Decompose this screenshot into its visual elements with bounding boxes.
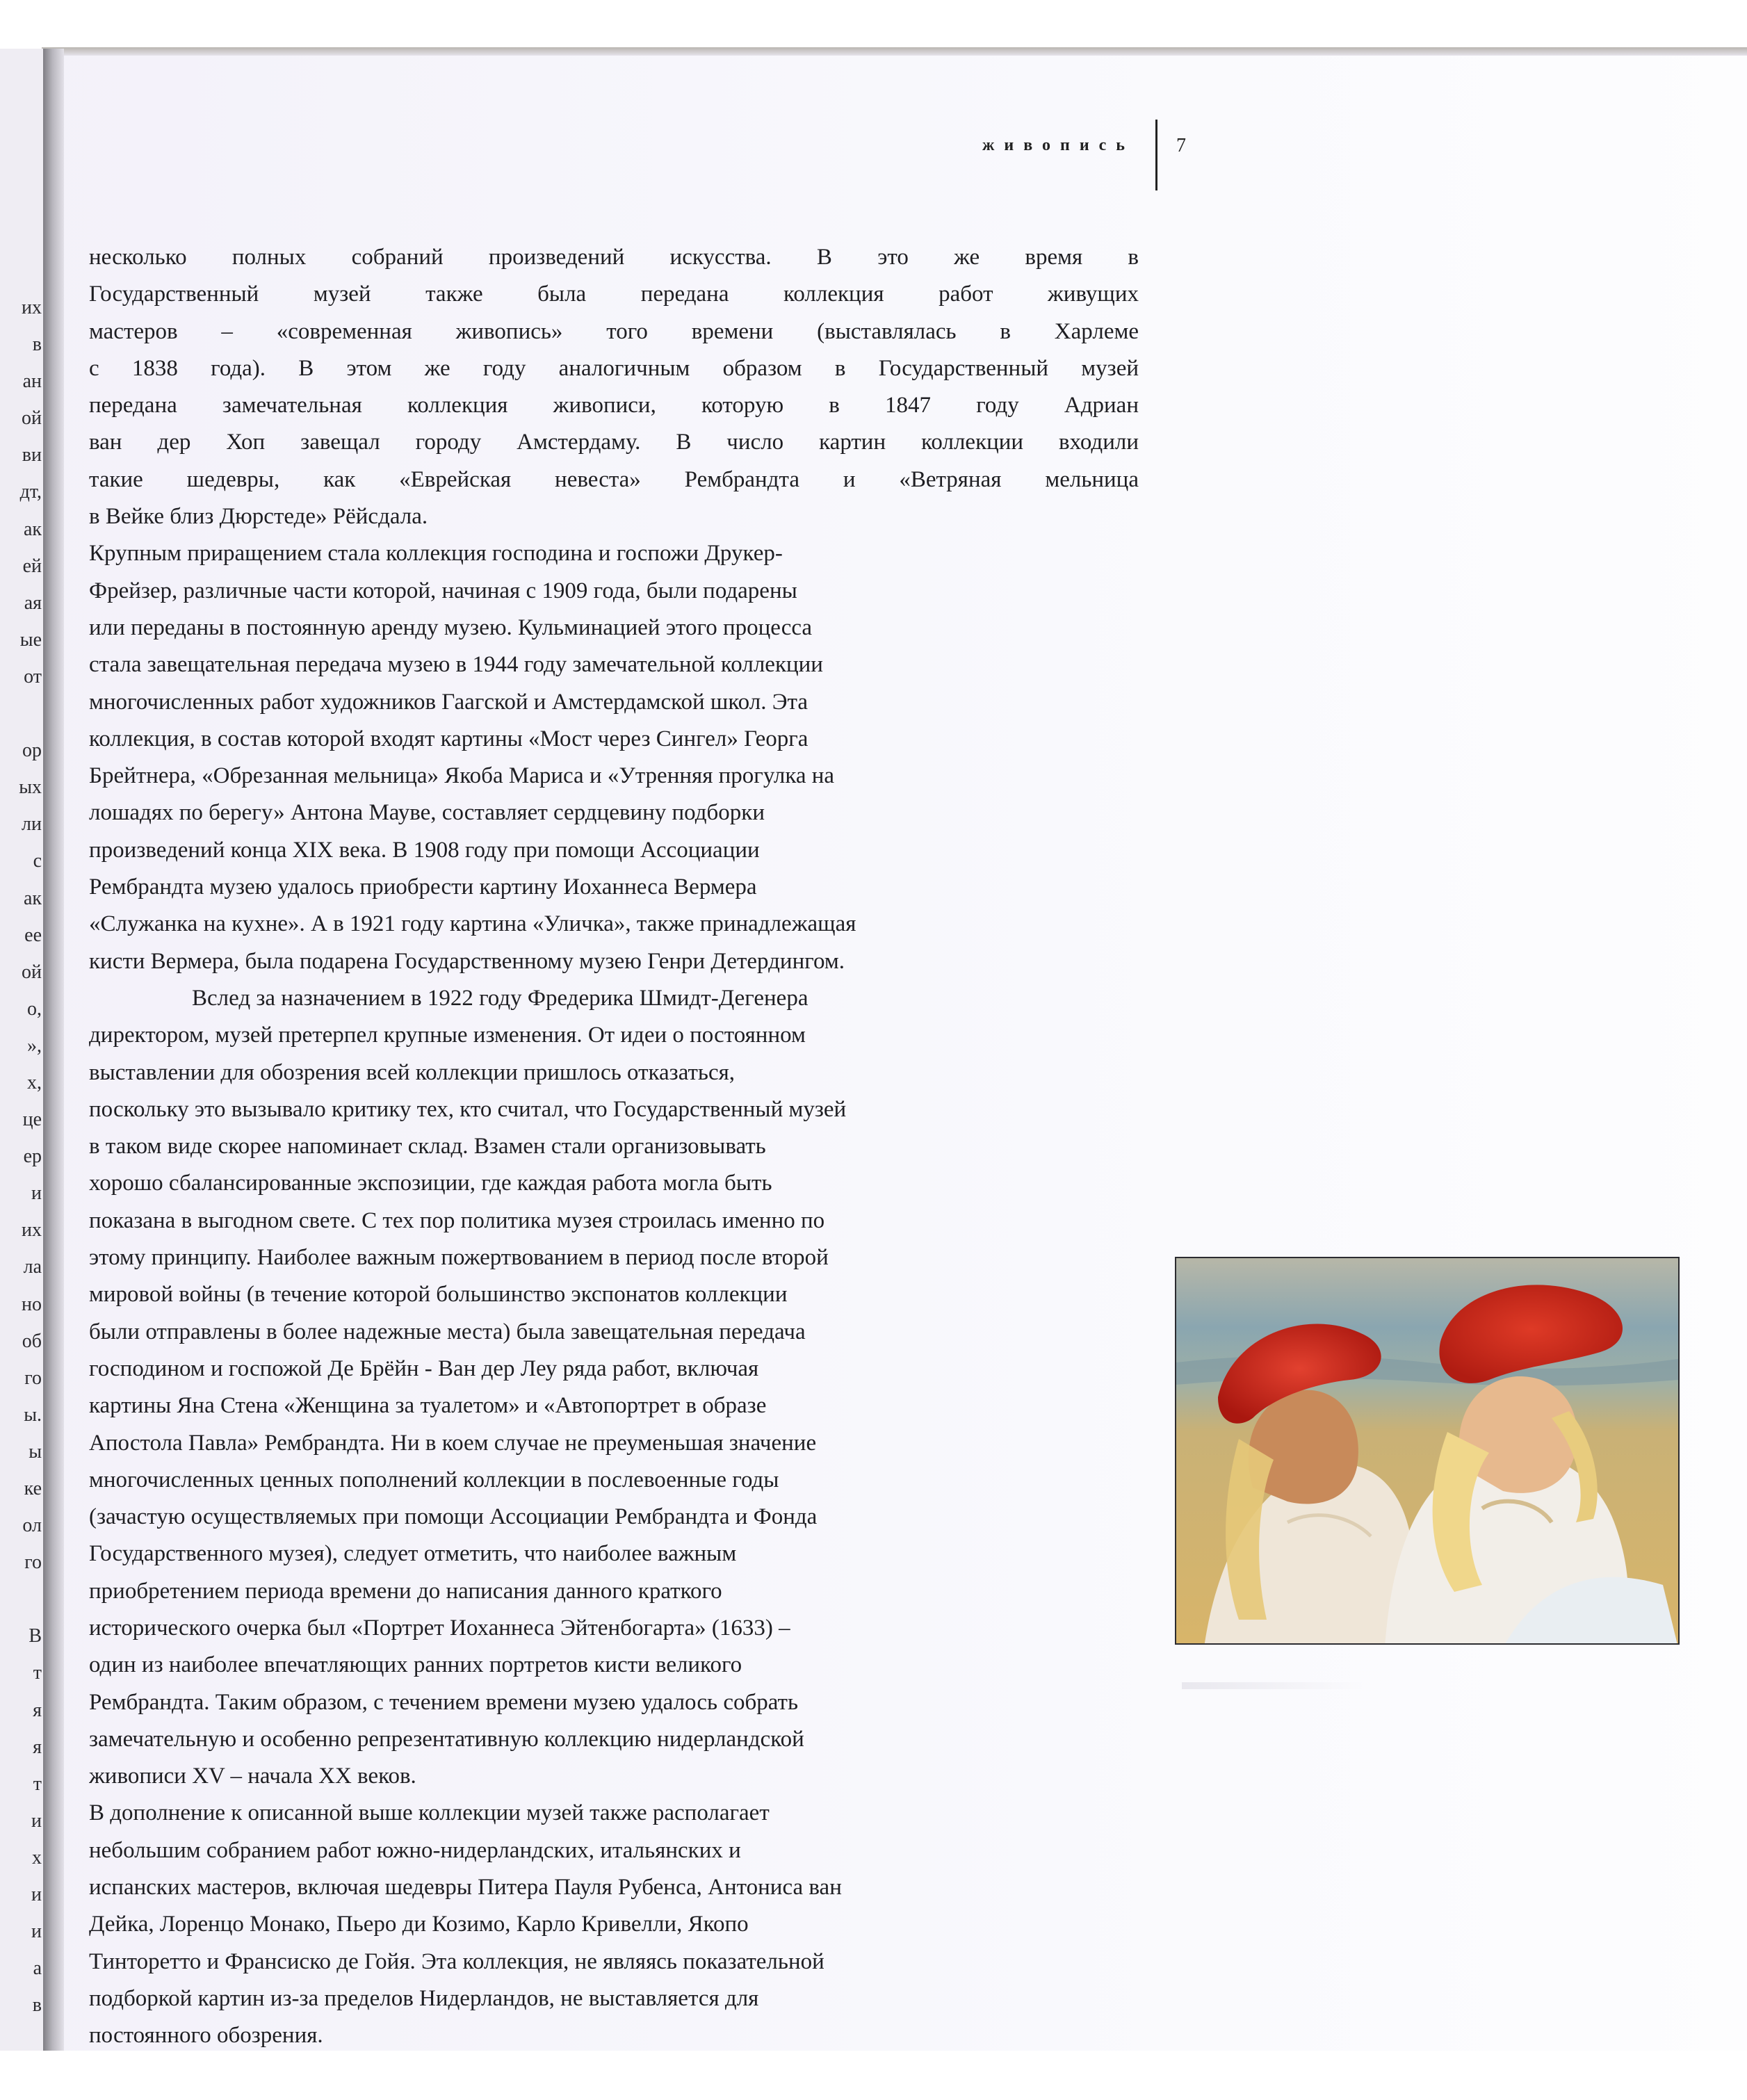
body-text <box>89 239 1139 2055</box>
facing-page-fragment: ак <box>23 887 42 909</box>
text-line: Крупным приращением стала коллекция господина и госпожи Друкер- <box>89 541 783 567</box>
text-line: несколько полных собраний произведений искусства. В это же время в <box>89 245 1139 270</box>
text-line: картины Яна Стена «Женщина за туалетом» и «Автопортрет в образе <box>89 1393 767 1419</box>
facing-page-fragment: ол <box>22 1515 42 1537</box>
facing-page-fragment: и <box>31 1921 42 1943</box>
facing-page-fragment: ви <box>22 444 42 466</box>
text-line: стала завещательная передача музею в 1944 году замечательной коллекции <box>89 652 823 678</box>
facing-page-fragment: ла <box>23 1256 42 1278</box>
text-line: были отправлены в более надежные места) была завещательная передача <box>89 1319 806 1344</box>
running-head: живопись <box>982 136 1135 154</box>
book-spine-shadow <box>43 49 64 2051</box>
text-line: в Вейке близ Дюрстеде» Рёйсдала. <box>89 504 428 530</box>
text-line: или переданы в постоянную аренду музею. Кульминацией этого процесса <box>89 614 813 640</box>
text-line: приобретением периода времени до написания данного краткого <box>89 1578 722 1604</box>
text-line: многочисленных работ художников Гаагской и Амстердамской школ. Эта <box>89 689 808 715</box>
facing-page-fragment: с <box>33 850 42 872</box>
facing-page-fragment: ых <box>19 776 42 799</box>
text-line: Фрейзер, различные части которой, начиная с 1909 года, были подарены <box>89 578 797 603</box>
text-line: ван дер Хоп завещал городу Амстердаму. В число картин коллекции входили <box>89 430 1139 455</box>
facing-page-fragment <box>4 1581 42 1618</box>
text-line: Тинторетто и Франсиско де Гойя. Эта коллекция, не являясь показательной <box>89 1948 824 1974</box>
facing-page-fragment: об <box>22 1330 42 1352</box>
facing-page-fragment: ее <box>24 924 42 946</box>
facing-page-fragment: и <box>31 1809 42 1832</box>
painting-image <box>1175 1257 1680 1645</box>
facing-page-fragment: в <box>32 334 42 356</box>
facing-page-fragment: я <box>33 1736 42 1758</box>
text-line: хорошо сбалансированные экспозиции, где каждая работа могла быть <box>89 1171 772 1196</box>
text-line: Государственного музея), следует отметить, что наиболее важным <box>89 1541 737 1567</box>
facing-page-fragment: но <box>22 1293 42 1315</box>
header-divider <box>1155 120 1157 190</box>
facing-page-fragment: т <box>33 1662 42 1684</box>
text-line: кисти Вермера, была подарена Государственному музею Генри Детердингом. <box>89 948 845 974</box>
scan-margin-bottom <box>0 2051 1747 2100</box>
text-line: Брейтнера, «Обрезанная мельница» Якоба Мариса и «Утренняя прогулка на <box>89 763 835 789</box>
text-line: живописи XV – начала XX веков. <box>89 1764 416 1789</box>
facing-page-fragment: от <box>24 665 42 687</box>
text-line: выставлении для обозрения всей коллекции пришлось отказаться, <box>89 1059 736 1085</box>
facing-page-fragment: т <box>33 1773 42 1795</box>
facing-page-fragment: В <box>29 1625 42 1647</box>
text-line: исторического очерка был «Портрет Иоханнеса Эйтенбогарта» (1633) – <box>89 1615 790 1641</box>
facing-page-fragment: ей <box>22 555 42 577</box>
text-line: в таком виде скорее напоминает склад. Взамен стали организовывать <box>89 1134 766 1159</box>
facing-page-fragment: ой <box>22 407 42 430</box>
text-line: с 1838 года). В этом же году аналогичным образом в Государственный музей <box>89 355 1139 381</box>
text-line: В дополнение к описанной выше коллекции музей также располагает <box>89 1800 770 1826</box>
text-line: поскольку это вызывало критику тех, кто считал, что Государственный музей <box>89 1096 847 1122</box>
text-line: многочисленных ценных пополнений коллекции в послевоенные годы <box>89 1467 779 1492</box>
text-line: господином и госпожой Де Брёйн - Ван дер Леу ряда работ, включая <box>89 1356 759 1381</box>
caption-area <box>1182 1682 1363 1689</box>
text-line: Рембрандта музею удалось приобрести картину Иоханнеса Вермера <box>89 874 757 900</box>
facing-page-fragment: их <box>22 1219 42 1242</box>
facing-page-edge <box>0 49 43 2051</box>
facing-page-fragment: х, <box>27 1071 42 1093</box>
facing-page-fragment <box>4 695 42 732</box>
text-line: Дейка, Лоренцо Монако, Пьеро ди Козимо, Карло Кривелли, Якопо <box>89 1912 749 1937</box>
facing-page-fragment: це <box>22 1109 42 1131</box>
text-line: коллекция, в состав которой входят картины «Мост через Сингел» Георга <box>89 726 809 751</box>
text-line: один из наиболее впечатляющих ранних портретов кисти великого <box>89 1652 742 1678</box>
text-line: мировой войны (в течение которой большинство экспонатов коллекции <box>89 1282 788 1308</box>
facing-page-fragment: ы. <box>24 1403 42 1426</box>
facing-page-fragment: ан <box>22 371 42 393</box>
facing-page-fragment: а <box>33 1957 42 1980</box>
facing-page-fragment: ые <box>19 628 42 651</box>
text-line: (зачастую осуществляемых при помощи Ассоциации Рембрандта и Фонда <box>89 1504 818 1530</box>
text-line: показана в выгодном свете. С тех пор политика музея строилась именно по <box>89 1207 825 1233</box>
facing-page-fragment: ая <box>24 592 42 614</box>
facing-page-fragment: ер <box>23 1146 42 1168</box>
text-line: передана замечательная коллекция живописи, которую в 1847 году Адриан <box>89 393 1139 418</box>
facing-page-fragments <box>4 289 42 2098</box>
facing-page-fragment: дт, <box>19 481 42 503</box>
facing-page-fragment: ы <box>29 1440 42 1463</box>
facing-page-fragment: я <box>33 1699 42 1721</box>
page-top-edge <box>42 47 1747 56</box>
facing-page-fragment: ой <box>22 961 42 983</box>
text-line: испанских мастеров, включая шедевры Питера Пауля Рубенса, Антониса ван <box>89 1875 842 1900</box>
text-line: небольшим собранием работ южно-нидерландских, итальянских и <box>89 1837 741 1863</box>
facing-page-fragment: ор <box>22 740 42 762</box>
text-line: Рембрандта. Таким образом, с течением времени музею удалось собрать <box>89 1689 799 1715</box>
facing-page-fragment: го <box>24 1367 42 1389</box>
facing-page-fragment: », <box>27 1034 42 1057</box>
facing-page-fragment: го <box>24 1552 42 1574</box>
text-line: постоянного обозрения. <box>89 2023 323 2049</box>
facing-page-fragment: ли <box>22 813 42 836</box>
text-line: лошадях по берегу» Антона Мауве, составляет сердцевину подборки <box>89 800 765 826</box>
text-line: подборкой картин из-за пределов Нидерландов, не выставляется для <box>89 1985 759 2011</box>
text-line: директором, музей претерпел крупные изменения. От идеи о постоянном <box>89 1023 806 1048</box>
text-line: мастеров – «современная живопись» того времени (выставлялась в Харлеме <box>89 318 1139 344</box>
facing-page-fragment: ке <box>24 1478 42 1499</box>
text-line: этому принципу. Наиболее важным пожертвованием в период после второй <box>89 1245 829 1271</box>
text-line: Апостола Павла» Рембрандта. Ни в коем случае не преуменьшая значение <box>89 1430 817 1456</box>
facing-page-fragment: о, <box>27 998 42 1020</box>
text-line: замечательную и особенно репрезентативную коллекцию нидерландской <box>89 1726 804 1752</box>
facing-page-fragment: их <box>22 297 42 318</box>
facing-page-fragment: в <box>32 1994 42 2017</box>
text-line: произведений конца XIX века. В 1908 году при помощи Ассоциации <box>89 837 760 863</box>
page-number: 7 <box>1176 135 1186 156</box>
facing-page-fragment: х <box>32 1846 42 1869</box>
text-line: «Служанка на кухне». А в 1921 году картина «Уличка», также принадлежащая <box>89 911 856 937</box>
facing-page-fragment: и <box>31 1182 42 1205</box>
text-line: Государственный музей также была передана коллекция работ живущих <box>89 282 1139 307</box>
facing-page-fragment: ак <box>23 518 42 540</box>
text-line: Вслед за назначением в 1922 году Фредерика Шмидт-Дегенера <box>192 985 809 1011</box>
facing-page-fragment: и <box>31 1884 42 1906</box>
painting-two-girls-red-hats-icon <box>1176 1258 1678 1643</box>
text-line: такие шедевры, как «Еврейская невеста» Рембрандта и «Ветряная мельница <box>89 466 1139 492</box>
